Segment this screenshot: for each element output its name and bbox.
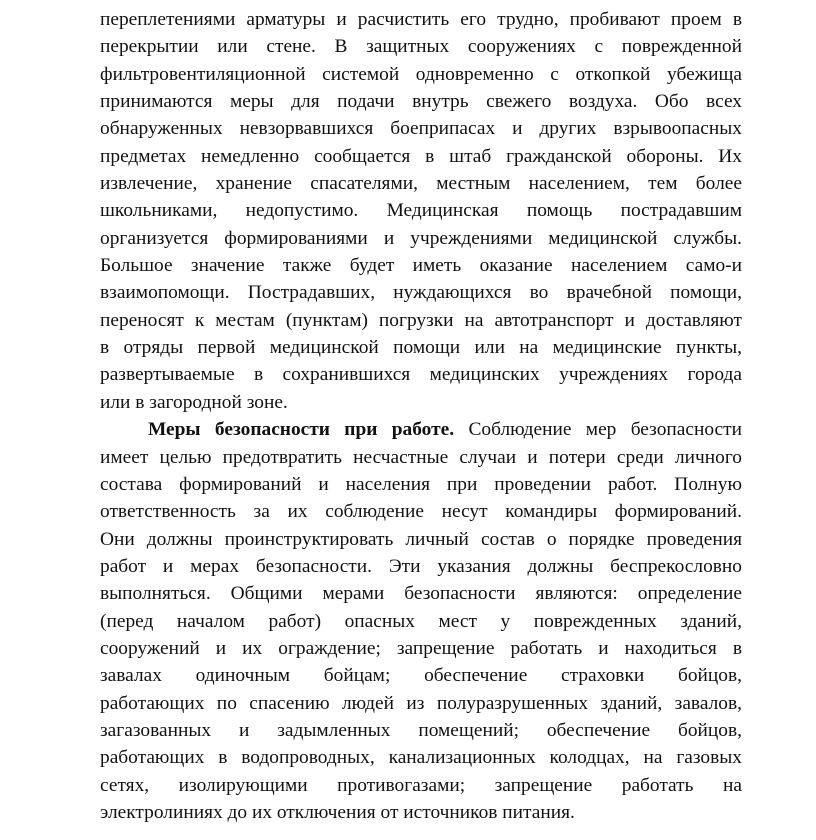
section-heading: Меры безопасности при работе.	[148, 419, 455, 441]
text-line: взаимопомощи. Пострадавших, нуждающихся во врачебной помощи,	[100, 282, 742, 304]
text-line: фильтровентиляционной системой одновременно с откопкой убежища	[100, 63, 742, 85]
text-line: организуется формированиями и учреждениями медицинской службы.	[100, 227, 742, 249]
text-line: завалах одиночным бойцам; обеспечение страховки бойцов,	[100, 665, 742, 687]
text-line: переносят к местам (пунктам) погрузки на автотранспорт и доставляют	[100, 309, 742, 331]
text-line: перекрытии или стене. В защитных сооружениях с поврежденной	[100, 36, 742, 58]
text-line: или в загородной зоне.	[100, 391, 288, 413]
text-line: состава формирований и населения при проведении работ. Полную	[100, 473, 742, 495]
text-line: сетях, изолирующими противогазами; запрещение работать на	[100, 774, 742, 796]
text-line: работающих в водопроводных, канализационных колодцах, на газовых	[100, 747, 742, 769]
text-line: в отряды первой медицинской помощи или на медицинские пункты,	[100, 337, 742, 359]
text-line: принимаются меры для подачи внутрь свежего воздуха. Обо всех	[100, 91, 742, 113]
text-line: имеет целью предотвратить несчастные случаи и потери среди личного	[100, 446, 742, 468]
heading-line-rest: Соблюдение мер безопасности	[454, 419, 742, 441]
text-line: Они должны проинструктировать личный состав о порядке проведения	[100, 528, 742, 550]
text-line: школьниками, недопустимо. Медицинская помощь пострадавшим	[100, 200, 742, 222]
text-line: Большое значение также будет иметь оказание населением само-и	[100, 255, 742, 277]
document-page	[100, 0, 742, 826]
text-line-with-heading	[100, 416, 742, 443]
text-line: обнаруженных невзорвавшихся боеприпасах и других взрывоопасных	[100, 118, 742, 140]
paragraph-safety-measures	[100, 416, 742, 826]
text-line: извлечение, хранение спасателями, местным населением, тем более	[100, 173, 742, 195]
text-line: работ и мерах безопасности. Эти указания должны беспрекословно	[100, 555, 742, 577]
paragraph-rescue-measures	[100, 6, 742, 416]
text-line: работающих по спасению людей из полуразрушенных зданий, завалов,	[100, 692, 742, 714]
text-line: электролиниях до их отключения от источников питания.	[100, 801, 575, 823]
text-line: предметах немедленно сообщается в штаб гражданской обороны. Их	[100, 145, 742, 167]
text-line: выполняться. Общими мерами безопасности являются: определение	[100, 583, 742, 605]
text-line: переплетениями арматуры и расчистить его трудно, пробивают проем в	[100, 9, 742, 30]
text-line: (перед началом работ) опасных мест у поврежденных зданий,	[100, 610, 742, 632]
text-line: ответственность за их соблюдение несут командиры формирований.	[100, 501, 742, 523]
text-line: сооружений и их ограждение; запрещение работать и находиться в	[100, 637, 742, 659]
text-line: развертываемые в сохранившихся медицинских учреждениях города	[100, 364, 742, 386]
text-line: загазованных и задымленных помещений; обеспечение бойцов,	[100, 719, 742, 741]
